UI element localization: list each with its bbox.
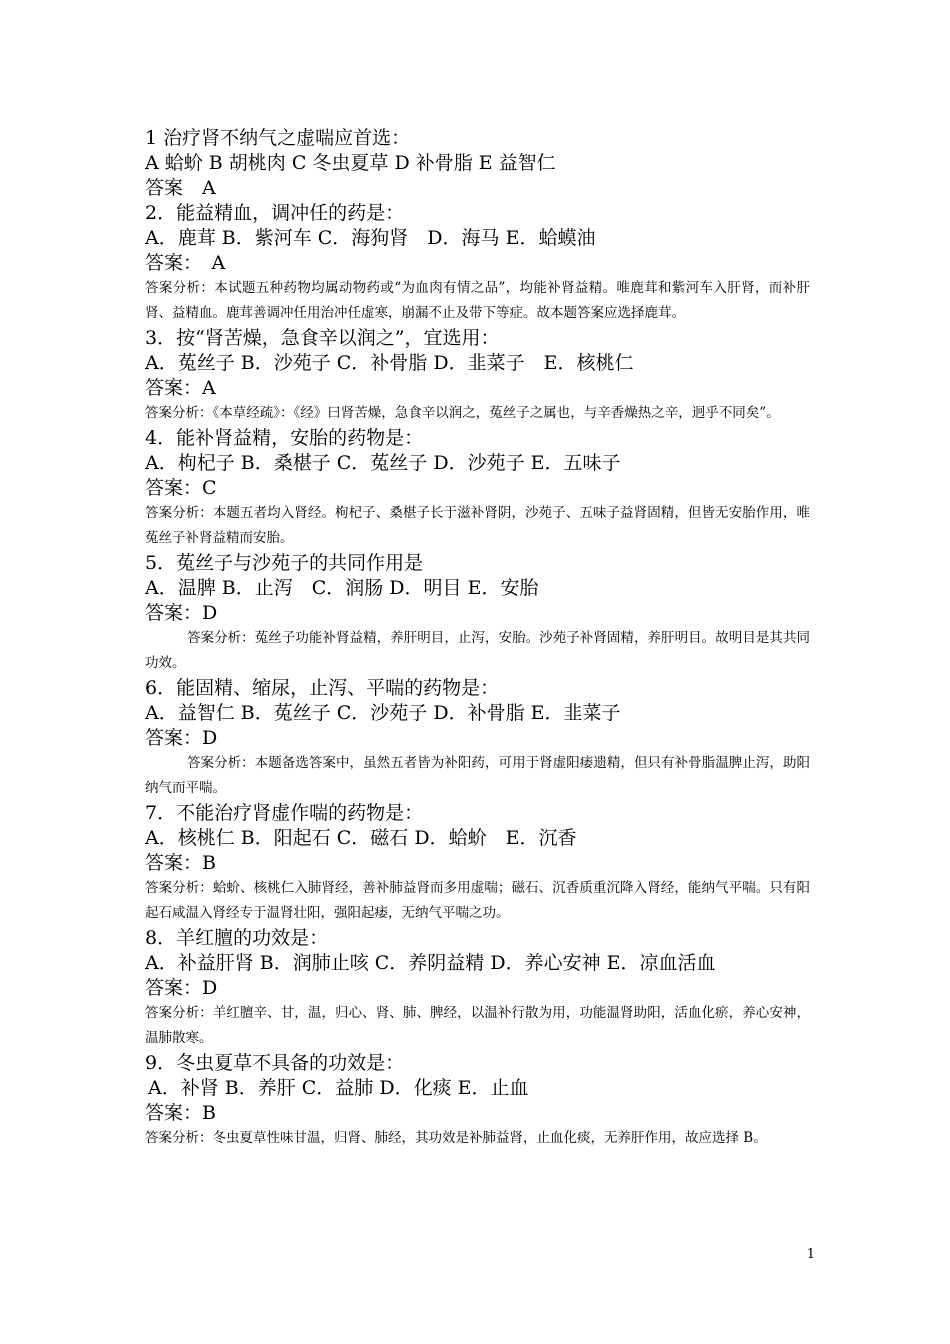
question-options: A．补肾 B．养肝 C．益肺 D．化痰 E．止血 bbox=[148, 1077, 529, 1099]
answer-analysis: 答案分析：《本草经疏》：《经》曰肾苦燥，急食辛以润之，菟丝子之属也，与辛香燥热之辛，迥乎不同矣”。 bbox=[145, 405, 780, 421]
question-text: 5．菟丝子与沙苑子的共同作用是 bbox=[145, 552, 424, 574]
answer-analysis: 答案分析：冬虫夏草性味甘温，归肾、肺经，其功效是补肺益肾，止血化痰，无养肝作用，故应选择 B。 bbox=[145, 1130, 767, 1146]
question-options: A．补益肝肾 B．润肺止咳 C．养阴益精 D．养心安神 E．凉血活血 bbox=[145, 952, 716, 974]
question-block-7 bbox=[145, 801, 810, 926]
question-options: A．菟丝子 B．沙苑子 C．补骨脂 D．韭菜子 E．核桃仁 bbox=[145, 352, 634, 374]
question-block-4 bbox=[145, 426, 810, 551]
question-answer: 答案：D bbox=[145, 977, 218, 999]
question-options: A．鹿茸 B．紫河车 C．海狗肾 D．海马 E．蛤蟆油 bbox=[145, 227, 596, 249]
question-answer: 答案： A bbox=[145, 252, 226, 274]
question-text: 6．能固精、缩尿，止泻、平喘的药物是： bbox=[145, 677, 500, 699]
answer-analysis: 答案分析：蛤蚧、核桃仁入肺肾经，善补肺益肾而多用虚喘；磁石、沉香质重沉降入肾经，能纳气平喘。只有阳起石咸温入肾经专于温肾壮阳，强阳起痿，无纳气平喘之功。 bbox=[145, 880, 810, 921]
question-answer: 答案：C bbox=[145, 477, 217, 499]
question-text: 3．按“肾苦燥，急食辛以润之”，宜选用： bbox=[145, 327, 500, 349]
question-block-6 bbox=[145, 676, 810, 801]
answer-analysis: 答案分析：羊红膻辛、甘，温，归心、肾、肺、脾经，以温补行散为用，功能温肾助阳，活血化瘀，养心安神，温肺散寒。 bbox=[145, 1005, 810, 1046]
question-options: A．核桃仁 B．阳起石 C．磁石 D．蛤蚧 E．沉香 bbox=[145, 827, 577, 849]
document-body bbox=[145, 126, 810, 1151]
question-answer: 答案：A bbox=[145, 377, 216, 399]
question-block-8 bbox=[145, 926, 810, 1051]
question-answer: 答案：D bbox=[145, 602, 218, 624]
answer-analysis: 答案分析：菟丝子功能补肾益精，养肝明目，止泻，安胎。沙苑子补肾固精，养肝明目。故明目是其共同功效。 bbox=[145, 630, 810, 671]
question-options: A 蛤蚧 B 胡桃肉 C 冬虫夏草 D 补骨脂 E 益智仁 bbox=[145, 152, 556, 174]
question-answer: 答案 A bbox=[145, 177, 216, 199]
answer-analysis: 答案分析：本试题五种药物均属动物药或“为血肉有情之品”，均能补肾益精。唯鹿茸和紫河车入肝肾，而补肝肾、益精血。鹿茸善调冲任用治冲任虚寒，崩漏不止及带下等症。故本题答案应选择鹿茸。 bbox=[145, 280, 810, 321]
question-block-5 bbox=[145, 551, 810, 676]
question-text: 4．能补肾益精，安胎的药物是： bbox=[145, 427, 424, 449]
question-answer: 答案：D bbox=[145, 727, 218, 749]
question-text: 2．能益精血，调冲任的药是： bbox=[145, 202, 405, 224]
question-answer: 答案：B bbox=[145, 1102, 216, 1124]
question-options: A．温脾 B．止泻 C．润肠 D．明目 E．安胎 bbox=[145, 577, 539, 599]
question-text: 1 治疗肾不纳气之虚喘应首选： bbox=[145, 127, 411, 149]
question-text: 9．冬虫夏草不具备的功效是： bbox=[145, 1052, 405, 1074]
answer-analysis: 答案分析：本题备选答案中，虽然五者皆为补阳药，可用于肾虚阳痿遗精，但只有补骨脂温脾止泻，助阳纳气而平喘。 bbox=[145, 755, 810, 796]
question-answer: 答案：B bbox=[145, 852, 216, 874]
question-text: 7．不能治疗肾虚作喘的药物是： bbox=[145, 802, 424, 824]
page-number: 1 bbox=[806, 1247, 815, 1262]
question-block-3 bbox=[145, 326, 810, 426]
question-block-1 bbox=[145, 126, 810, 201]
question-text: 8．羊红膻的功效是： bbox=[145, 927, 329, 949]
question-options: A．益智仁 B．菟丝子 C．沙苑子 D．补骨脂 E．韭菜子 bbox=[145, 702, 621, 724]
question-block-2 bbox=[145, 201, 810, 326]
question-block-9 bbox=[145, 1051, 810, 1151]
question-options: A．枸杞子 B．桑椹子 C．菟丝子 D．沙苑子 E．五味子 bbox=[145, 452, 621, 474]
answer-analysis: 答案分析：本题五者均入肾经。枸杞子、桑椹子长于滋补肾阴，沙苑子、五味子益肾固精，但皆无安胎作用，唯菟丝子补肾益精而安胎。 bbox=[145, 505, 810, 546]
